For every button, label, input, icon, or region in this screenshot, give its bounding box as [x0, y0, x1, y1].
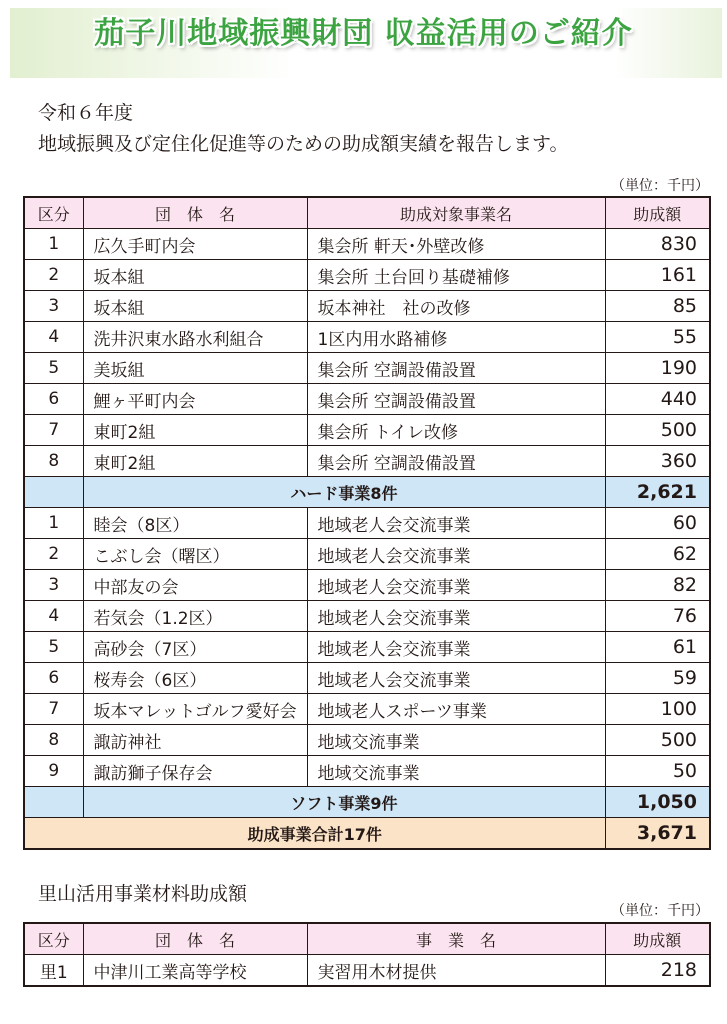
section-title-satoyama: 里山活用事業材料助成額	[38, 883, 248, 905]
row-project: 地域交流事業	[307, 756, 605, 787]
intro-year: 令和６年度	[38, 102, 134, 124]
row-amount: 85	[605, 291, 710, 322]
hard-subtotal-row	[24, 477, 710, 508]
grand-total-row	[24, 818, 710, 850]
row-org-name: 睦会（8区）	[83, 508, 307, 539]
header-name: 団 体 名	[83, 923, 307, 955]
table-row	[24, 446, 710, 477]
grand-total-amount: 3,671	[605, 818, 710, 850]
row-project: 地域老人会交流事業	[307, 663, 605, 694]
header-project: 助成対象事業名	[307, 197, 605, 229]
row-amount: 500	[605, 725, 710, 756]
row-amount: 190	[605, 353, 710, 384]
intro-text	[38, 98, 568, 160]
table-row	[24, 260, 710, 291]
row-no: 3	[24, 291, 83, 322]
table-row	[24, 663, 710, 694]
row-project: 地域老人スポーツ事業	[307, 694, 605, 725]
table-row	[24, 725, 710, 756]
row-no: 5	[24, 353, 83, 384]
row-amount: 61	[605, 632, 710, 663]
row-amount: 82	[605, 570, 710, 601]
row-project: 実習用木材提供	[307, 955, 605, 987]
row-amount: 55	[605, 322, 710, 353]
row-amount: 218	[605, 955, 710, 987]
row-amount: 360	[605, 446, 710, 477]
row-project: 集会所 空調設備設置	[307, 353, 605, 384]
table-row	[24, 632, 710, 663]
soft-subtotal-label: ソフト事業9件	[83, 787, 605, 818]
row-no: 2	[24, 539, 83, 570]
row-project: 集会所 土台回り基礎補修	[307, 260, 605, 291]
table-row	[24, 508, 710, 539]
table2-header-row	[24, 923, 710, 955]
row-no: 1	[24, 508, 83, 539]
intro-description: 地域振興及び定住化促進等のための助成額実績を報告します。	[38, 133, 569, 155]
row-amount: 76	[605, 601, 710, 632]
row-no: 4	[24, 601, 83, 632]
row-org-name: 東町2組	[83, 415, 307, 446]
header-name: 団 体 名	[83, 197, 307, 229]
row-no: 2	[24, 260, 83, 291]
table-row	[24, 694, 710, 725]
table-row	[24, 229, 710, 260]
table-row	[24, 322, 710, 353]
header-amount: 助成額	[605, 923, 710, 955]
row-org-name: 東町2組	[83, 446, 307, 477]
row-org-name: こぶし会（曙区）	[83, 539, 307, 570]
row-no: 6	[24, 384, 83, 415]
row-no: 1	[24, 229, 83, 260]
row-org-name: 諏訪獅子保存会	[83, 756, 307, 787]
row-project: 集会所 トイレ改修	[307, 415, 605, 446]
row-amount: 161	[605, 260, 710, 291]
header-no: 区分	[24, 197, 83, 229]
row-amount: 440	[605, 384, 710, 415]
row-project: 地域交流事業	[307, 725, 605, 756]
header-project: 事 業 名	[307, 923, 605, 955]
row-amount: 50	[605, 756, 710, 787]
row-project: 1区内用水路補修	[307, 322, 605, 353]
row-org-name: 若気会（1.2区）	[83, 601, 307, 632]
row-org-name: 広久手町内会	[83, 229, 307, 260]
row-org-name: 洗井沢東水路水利組合	[83, 322, 307, 353]
row-org-name: 高砂会（7区）	[83, 632, 307, 663]
row-project: 地域老人会交流事業	[307, 570, 605, 601]
row-no: 9	[24, 756, 83, 787]
row-amount: 62	[605, 539, 710, 570]
row-org-name: 中津川工業高等学校	[83, 955, 307, 987]
table-row	[24, 601, 710, 632]
row-project: 集会所 軒天･外壁改修	[307, 229, 605, 260]
table-row	[24, 415, 710, 446]
table-header-row	[24, 197, 710, 229]
row-org-name: 坂本組	[83, 260, 307, 291]
row-amount: 500	[605, 415, 710, 446]
row-org-name: 諏訪神社	[83, 725, 307, 756]
soft-subtotal-amount: 1,050	[605, 787, 710, 818]
table-row	[24, 955, 710, 987]
row-org-name: 中部友の会	[83, 570, 307, 601]
row-org-name: 坂本組	[83, 291, 307, 322]
table-row	[24, 570, 710, 601]
row-project: 地域老人会交流事業	[307, 539, 605, 570]
row-no: 7	[24, 694, 83, 725]
row-org-name: 桜寿会（6区）	[83, 663, 307, 694]
row-no: 5	[24, 632, 83, 663]
row-no: 7	[24, 415, 83, 446]
header-amount: 助成額	[605, 197, 710, 229]
row-project: 地域老人会交流事業	[307, 601, 605, 632]
unit-label-2: （単位：千円）	[611, 903, 709, 919]
row-amount: 59	[605, 663, 710, 694]
hard-subtotal-amount: 2,621	[605, 477, 710, 508]
row-project: 地域老人会交流事業	[307, 508, 605, 539]
page-title: 茄子川地域振興財団 収益活用のご紹介	[94, 16, 633, 51]
soft-subtotal-row	[24, 787, 710, 818]
grand-total-label: 助成事業合計17件	[24, 818, 605, 850]
row-no: 里1	[24, 955, 83, 987]
row-no: 8	[24, 446, 83, 477]
table-row	[24, 291, 710, 322]
hard-subtotal-label: ハード事業8件	[83, 477, 605, 508]
header-no: 区分	[24, 923, 83, 955]
table-row	[24, 384, 710, 415]
table-row	[24, 539, 710, 570]
row-project: 集会所 空調設備設置	[307, 446, 605, 477]
row-amount: 60	[605, 508, 710, 539]
material-grant-table	[23, 922, 711, 987]
row-no: 4	[24, 322, 83, 353]
row-org-name: 美坂組	[83, 353, 307, 384]
row-project: 集会所 空調設備設置	[307, 384, 605, 415]
row-no: 3	[24, 570, 83, 601]
row-org-name: 坂本マレットゴルフ愛好会	[83, 694, 307, 725]
row-amount: 100	[605, 694, 710, 725]
grant-table	[23, 196, 711, 850]
row-project: 坂本神社 社の改修	[307, 291, 605, 322]
unit-label-1: （単位：千円）	[611, 178, 709, 194]
row-no: 8	[24, 725, 83, 756]
row-project: 地域老人会交流事業	[307, 632, 605, 663]
row-amount: 830	[605, 229, 710, 260]
table-row	[24, 353, 710, 384]
row-org-name: 鯉ヶ平町内会	[83, 384, 307, 415]
table-row	[24, 756, 710, 787]
row-no: 6	[24, 663, 83, 694]
